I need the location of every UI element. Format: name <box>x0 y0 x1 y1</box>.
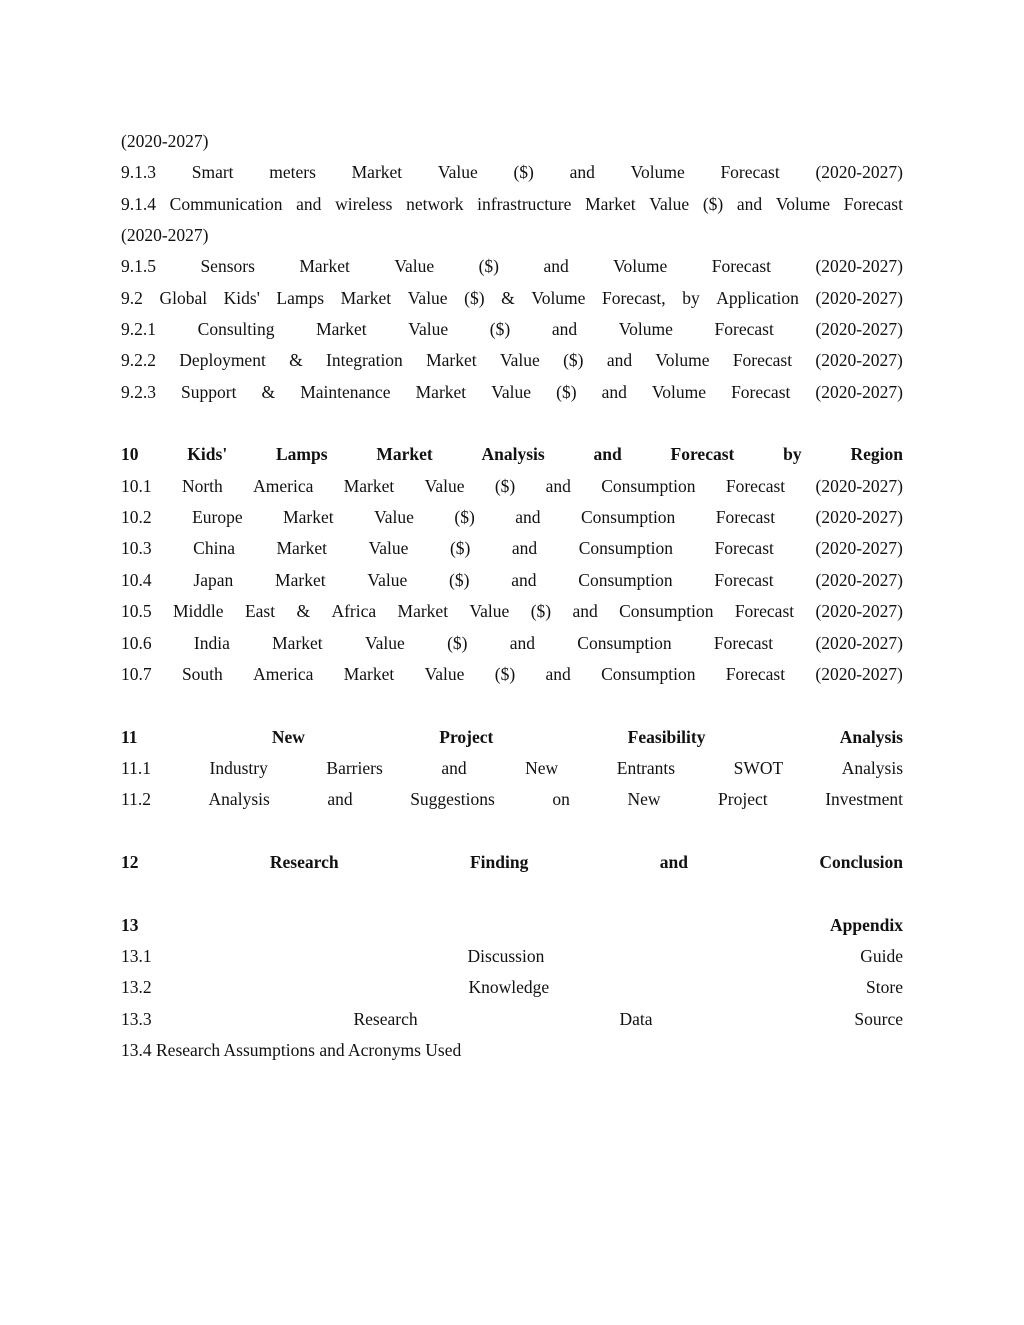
word: Market <box>340 287 392 308</box>
word: Market <box>397 601 449 622</box>
word: Research <box>269 851 339 872</box>
word: Suggestions <box>410 789 495 810</box>
word: and <box>543 256 569 277</box>
word: Data <box>619 1008 653 1029</box>
word: Consumption <box>580 507 676 528</box>
word: Value <box>407 287 448 308</box>
word: (2020-2027) <box>815 601 903 622</box>
word: 9.1.4 <box>121 193 156 214</box>
word: Forecast <box>713 632 774 653</box>
word: and <box>601 381 627 402</box>
toc-entry <box>121 126 903 157</box>
word: Value <box>649 193 690 214</box>
toc-entry <box>121 314 903 345</box>
word: Discussion <box>467 945 545 966</box>
word: Market <box>343 475 395 496</box>
word: and <box>515 507 541 528</box>
word: 10 <box>121 444 139 465</box>
word: and <box>441 757 467 778</box>
blank-line <box>121 408 903 439</box>
blank-line <box>121 878 903 909</box>
word: Investment <box>825 789 903 810</box>
word: Market <box>299 256 350 277</box>
word: and <box>593 444 622 465</box>
word: (2020-2027) <box>815 507 903 528</box>
word: Value <box>368 538 409 559</box>
blank-line <box>121 690 903 721</box>
section-heading <box>121 847 903 878</box>
word: 13.1 <box>121 945 152 966</box>
word: Support <box>181 381 237 402</box>
word: (2020-2027) <box>815 319 903 340</box>
word: Communication <box>169 193 283 214</box>
word: 10.5 <box>121 601 152 622</box>
word: ($) <box>530 601 552 622</box>
word: (2020-2027) <box>815 538 903 559</box>
word: Maintenance <box>300 381 391 402</box>
word: Value <box>394 256 435 277</box>
word: Project <box>718 789 768 810</box>
word: ($) <box>702 193 724 214</box>
toc-entry <box>121 471 903 502</box>
toc-entry <box>121 659 903 690</box>
blank-line <box>121 816 903 847</box>
word: 10.3 <box>121 538 152 559</box>
toc-entry-text: 13.4 Research Assumptions and Acronyms Used <box>121 1039 462 1060</box>
word: Smart <box>191 162 234 183</box>
word: America <box>253 663 314 684</box>
word: 9.1.3 <box>121 162 156 183</box>
word: New <box>627 789 661 810</box>
section-heading <box>121 910 903 941</box>
word: Lamps <box>276 287 325 308</box>
word: Region <box>850 444 903 465</box>
word: Forecast <box>714 569 774 590</box>
toc-entry-text: (2020-2027) <box>121 225 209 246</box>
word: Appendix <box>830 914 903 935</box>
word: America <box>253 475 314 496</box>
word: Forecast <box>720 162 780 183</box>
word: 9.2.2 <box>121 350 156 371</box>
word: Value <box>364 632 405 653</box>
word: Analysis <box>481 444 545 465</box>
word: New <box>525 757 559 778</box>
word: and <box>569 162 595 183</box>
word: & <box>501 287 515 308</box>
word: ($) <box>513 162 534 183</box>
toc-entry-text: (2020-2027) <box>121 131 209 151</box>
word: Consumption <box>578 538 674 559</box>
word: Sensors <box>200 256 255 277</box>
word: on <box>552 789 570 810</box>
toc-entry <box>121 345 903 376</box>
word: meters <box>269 162 316 183</box>
word: Market <box>415 381 467 402</box>
word: (2020-2027) <box>815 381 903 402</box>
document-page <box>121 126 903 1066</box>
word: (2020-2027) <box>815 256 903 277</box>
section-heading <box>121 439 903 470</box>
word: South <box>181 663 223 684</box>
word: Analysis <box>841 757 903 778</box>
word: Market <box>426 350 477 371</box>
word: Kids' <box>223 287 260 308</box>
word: Africa <box>331 601 377 622</box>
word: and <box>551 319 578 340</box>
word: Value <box>437 162 478 183</box>
word: ($) <box>556 381 577 402</box>
toc-entry <box>121 189 903 220</box>
word: Analysis <box>839 726 903 747</box>
word: India <box>193 632 230 653</box>
word: and <box>509 632 536 653</box>
word: Volume <box>531 287 586 308</box>
word: Consumption <box>619 601 714 622</box>
word: Value <box>424 663 465 684</box>
word: 11.2 <box>121 789 151 810</box>
word: ($) <box>447 632 468 653</box>
word: Volume <box>630 162 685 183</box>
word: 9.2.1 <box>121 319 156 340</box>
word: 9.2.3 <box>121 381 156 402</box>
toc-entry <box>121 251 903 282</box>
word: 12 <box>121 851 139 872</box>
word: North <box>181 475 223 496</box>
word: Feasibility <box>627 726 706 747</box>
word: (2020-2027) <box>815 475 903 496</box>
word: Market <box>275 569 326 590</box>
word: Forecast, <box>602 287 666 308</box>
word: Market <box>585 193 636 214</box>
word: & <box>289 350 303 371</box>
word: and <box>659 851 688 872</box>
word: 10.1 <box>121 475 152 496</box>
word: and <box>545 663 571 684</box>
word: Analysis <box>208 789 270 810</box>
word: ($) <box>454 507 475 528</box>
word: Consumption <box>578 569 673 590</box>
word: Forecast <box>734 601 795 622</box>
word: & <box>261 381 276 402</box>
word: Forecast <box>732 350 793 371</box>
word: Lamps <box>275 444 328 465</box>
word: Value <box>374 507 414 528</box>
word: Knowledge <box>468 977 550 998</box>
word: Consumption <box>601 475 696 496</box>
word: Forecast <box>714 538 774 559</box>
toc-entry <box>121 157 903 188</box>
word: ($) <box>563 350 584 371</box>
toc-entry <box>121 533 903 564</box>
word: ($) <box>478 256 500 277</box>
word: Market <box>283 507 334 528</box>
word: and <box>606 350 633 371</box>
word: Value <box>499 350 540 371</box>
word: 9.1.5 <box>121 256 156 277</box>
word: Value <box>491 381 532 402</box>
word: Global <box>159 287 208 308</box>
toc-entry <box>121 220 903 251</box>
word: 10.2 <box>121 507 152 528</box>
word: Consumption <box>601 663 696 684</box>
word: Volume <box>655 350 710 371</box>
word: by <box>682 287 700 308</box>
word: Forecast <box>670 444 735 465</box>
word: ($) <box>489 319 511 340</box>
word: Forecast <box>843 193 903 214</box>
toc-entry <box>121 1035 903 1066</box>
toc-entry <box>121 596 903 627</box>
word: Value <box>408 319 449 340</box>
word: 11 <box>121 726 138 747</box>
toc-entry <box>121 941 903 972</box>
toc-entry <box>121 972 903 1003</box>
word: ($) <box>449 569 470 590</box>
word: Volume <box>651 381 707 402</box>
word: Finding <box>469 851 529 872</box>
word: Japan <box>193 569 234 590</box>
word: 10.4 <box>121 569 152 590</box>
word: ($) <box>494 475 516 496</box>
word: Forecast <box>714 319 774 340</box>
word: Volume <box>613 256 668 277</box>
word: Market <box>272 632 323 653</box>
word: 10.6 <box>121 632 152 653</box>
section-heading <box>121 722 903 753</box>
word: infrastructure <box>477 193 572 214</box>
word: (2020-2027) <box>815 350 903 371</box>
word: Value <box>469 601 510 622</box>
word: and <box>511 569 537 590</box>
word: Europe <box>192 507 243 528</box>
word: and <box>511 538 538 559</box>
word: 13 <box>121 914 139 935</box>
word: Forecast <box>725 475 786 496</box>
word: and <box>736 193 763 214</box>
word: Barriers <box>326 757 383 778</box>
word: Guide <box>860 945 903 966</box>
word: Market <box>343 663 395 684</box>
word: Value <box>424 475 465 496</box>
word: Kids' <box>187 444 228 465</box>
word: Value <box>367 569 408 590</box>
toc-entry <box>121 502 903 533</box>
word: 10.7 <box>121 663 152 684</box>
word: East <box>244 601 276 622</box>
word: Integration <box>326 350 403 371</box>
word: wireless <box>335 193 393 214</box>
word: Volume <box>618 319 673 340</box>
toc-entry <box>121 565 903 596</box>
word: Forecast <box>725 663 786 684</box>
word: Industry <box>209 757 268 778</box>
word: 9.2 <box>121 287 143 308</box>
word: Conclusion <box>819 851 903 872</box>
word: Market <box>351 162 403 183</box>
word: Forecast <box>711 256 772 277</box>
word: Market <box>276 538 328 559</box>
word: Consumption <box>577 632 672 653</box>
word: Project <box>439 726 494 747</box>
word: 13.3 <box>121 1008 152 1029</box>
toc-entry <box>121 784 903 815</box>
word: and <box>572 601 598 622</box>
word: by <box>783 444 802 465</box>
word: ($) <box>449 538 471 559</box>
word: Market <box>376 444 433 465</box>
word: ($) <box>494 663 516 684</box>
word: 13.2 <box>121 977 152 998</box>
word: Deployment <box>179 350 266 371</box>
word: (2020-2027) <box>815 162 903 183</box>
word: Application <box>716 287 799 308</box>
word: Forecast <box>731 381 791 402</box>
word: Research <box>353 1008 418 1029</box>
word: Middle <box>173 601 224 622</box>
word: (2020-2027) <box>815 632 903 653</box>
toc-entry <box>121 1004 903 1035</box>
word: ($) <box>464 287 485 308</box>
word: (2020-2027) <box>815 569 903 590</box>
word: Forecast <box>715 507 776 528</box>
word: network <box>406 193 464 214</box>
word: and <box>296 193 322 214</box>
toc-entry <box>121 377 903 408</box>
word: China <box>193 538 235 559</box>
word: & <box>296 601 311 622</box>
word: Source <box>854 1008 903 1029</box>
word: Market <box>316 319 367 340</box>
word: and <box>545 475 571 496</box>
word: Consulting <box>197 319 275 340</box>
word: and <box>327 789 353 810</box>
toc-entry <box>121 628 903 659</box>
word: Volume <box>775 193 830 214</box>
word: 11.1 <box>121 757 151 778</box>
word: (2020-2027) <box>815 287 903 308</box>
toc-entry <box>121 753 903 784</box>
word: Store <box>866 977 903 998</box>
word: SWOT <box>733 757 784 778</box>
word: New <box>271 726 305 747</box>
toc-entry <box>121 283 903 314</box>
word: Entrants <box>616 757 676 778</box>
word: (2020-2027) <box>815 663 903 684</box>
